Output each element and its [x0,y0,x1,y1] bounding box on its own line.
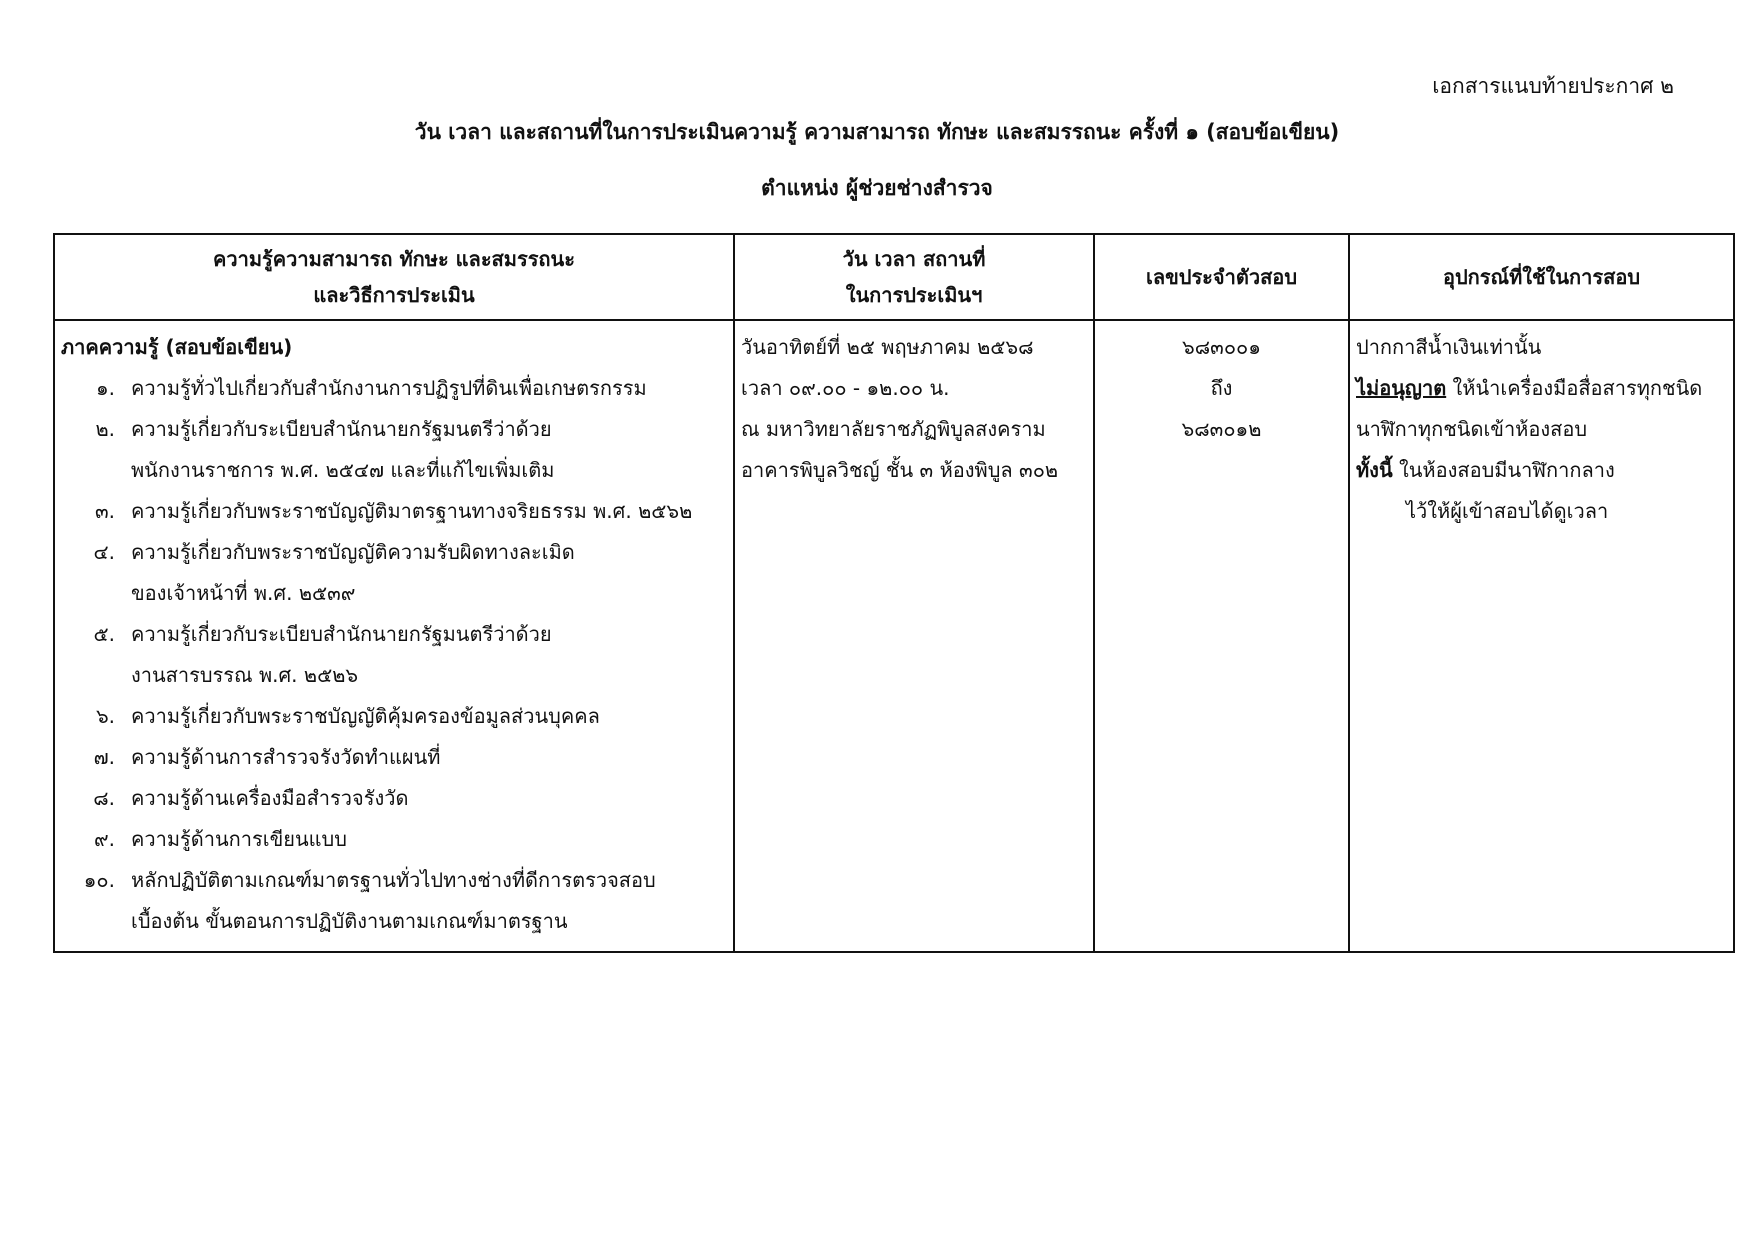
header-competency [54,234,734,320]
list-item [61,819,727,860]
topic-line: ความรู้ด้านเครื่องมือสำรวจรังวัด [131,786,409,810]
topic-number: ๓. [94,499,115,523]
equipment-line2 [1356,368,1727,409]
header-schedule-line2: ในการประเมินฯ [845,283,983,307]
header-exam-id: เลขประจำตัวสอบ [1094,234,1349,320]
topic-line: ความรู้เกี่ยวกับพระราชบัญญัติความรับผิดทางละเมิด [131,540,575,564]
topic-text [131,409,727,491]
topic-number: ๔. [93,540,115,564]
topic-text [131,696,727,737]
topic-number: ๗. [93,745,115,769]
topic-text [131,860,727,942]
attachment-label: เอกสารแนบท้ายประกาศ ๒ [1432,74,1674,98]
topic-line: หลักปฏิบัติตามเกณฑ์มาตรฐานทั่วไปทางช่างที่ดีการตรวจสอบ [131,868,656,892]
exam-id-to: ๖๘๓๐๑๒ [1181,417,1262,441]
exam-time: เวลา ๐๙.๐๐ - ๑๒.๐๐ น. [741,376,950,400]
list-item [61,860,727,942]
table-header-row [54,234,1734,320]
header-schedule [734,234,1094,320]
topic-text [131,368,727,409]
exam-venue-line2: อาคารพิบูลวิชญ์ ชั้น ๓ ห้องพิบูล ๓๐๒ [741,458,1059,482]
topic-line: ความรู้เกี่ยวกับพระราชบัญญัติคุ้มครองข้อมูลส่วนบุคคล [131,704,600,728]
list-item [61,368,727,409]
topic-line: ความรู้เกี่ยวกับระเบียบสำนักนายกรัฐมนตรีว่าด้วย [131,622,552,646]
document-title: วัน เวลา และสถานที่ในการประเมินความรู้ ความสามารถ ทักษะ และสมรรถนะ ครั้งที่ ๑ (สอบข้อเขียน) [414,120,1340,144]
exam-schedule-table [53,233,1735,953]
position-line: ตำแหน่ง ผู้ช่วยช่างสำรวจ [761,176,993,200]
equipment-line4-text: ในห้องสอบมีนาฬิกากลาง [1392,458,1615,482]
topic-text [131,491,727,532]
not-allowed-label: ไม่อนุญาต [1356,376,1447,400]
topic-text [131,532,727,614]
topic-line: ความรู้เกี่ยวกับพระราชบัญญัติมาตรฐานทางจริยธรรม พ.ศ. ๒๕๖๒ [131,499,693,523]
topic-number: ๒. [95,417,115,441]
topic-number: ๙. [93,827,115,851]
topic-line: ความรู้ด้านการสำรวจรังวัดทำแผนที่ [131,745,441,769]
section-heading: ภาคความรู้ (สอบข้อเขียน) [61,335,293,359]
exam-date: วันอาทิตย์ที่ ๒๕ พฤษภาคม ๒๕๖๘ [741,335,1034,359]
exam-id-from: ๖๘๓๐๐๑ [1182,335,1261,359]
equipment-line3: นาฬิกาทุกชนิดเข้าห้องสอบ [1356,417,1588,441]
exam-venue-line1: ณ มหาวิทยาลัยราชภัฏพิบูลสงคราม [741,417,1046,441]
header-schedule-line1: วัน เวลา สถานที่ [842,247,986,271]
equipment-line2-text: ให้นำเครื่องมือสื่อสารทุกชนิด [1446,376,1703,400]
list-item [61,532,727,614]
topic-line: งานสารบรรณ พ.ศ. ๒๕๒๖ [131,663,359,687]
list-item [61,737,727,778]
list-item [61,778,727,819]
list-item [61,614,727,696]
topic-number: ๑. [95,376,115,400]
header-competency-line2: และวิธีการประเมิน [313,283,475,307]
topic-line: ของเจ้าหน้าที่ พ.ศ. ๒๕๓๙ [131,581,356,605]
equipment-line4 [1356,450,1727,491]
table-row [54,320,1734,952]
topic-text [131,778,727,819]
topic-line: เบื้องต้น ขั้นตอนการปฏิบัติงานตามเกณฑ์มาตรฐาน [131,909,568,933]
topic-number: ๘. [93,786,115,810]
topic-line: ความรู้ด้านการเขียนแบบ [131,827,347,851]
equipment-cell [1349,320,1734,952]
topic-number: ๖. [95,704,115,728]
topic-number: ๕. [93,622,115,646]
list-item [61,409,727,491]
header-competency-line1: ความรู้ความสามารถ ทักษะ และสมรรถนะ [213,247,575,271]
equipment-line5: ไว้ให้ผู้เข้าสอบได้ดูเวลา [1406,499,1609,523]
competency-cell [54,320,734,952]
topic-line: ความรู้ทั่วไปเกี่ยวกับสำนักงานการปฏิรูปที่ดินเพื่อเกษตรกรรม [131,376,647,400]
equipment-line1: ปากกาสีน้ำเงินเท่านั้น [1356,335,1542,359]
list-item [61,491,727,532]
list-item [61,696,727,737]
topic-text [131,819,727,860]
exam-id-to-word: ถึง [1210,376,1233,400]
schedule-cell [734,320,1094,952]
topic-number: ๑๐. [83,868,115,892]
topic-line: ความรู้เกี่ยวกับระเบียบสำนักนายกรัฐมนตรีว่าด้วย [131,417,552,441]
header-equipment: อุปกรณ์ที่ใช้ในการสอบ [1349,234,1734,320]
topic-text [131,737,727,778]
topic-line: พนักงานราชการ พ.ศ. ๒๕๔๗ และที่แก้ไขเพิ่มเติม [131,458,555,482]
topic-text [131,614,727,696]
exam-id-cell [1094,320,1349,952]
topic-list [61,368,727,942]
note-label: ทั้งนี้ [1356,458,1393,482]
